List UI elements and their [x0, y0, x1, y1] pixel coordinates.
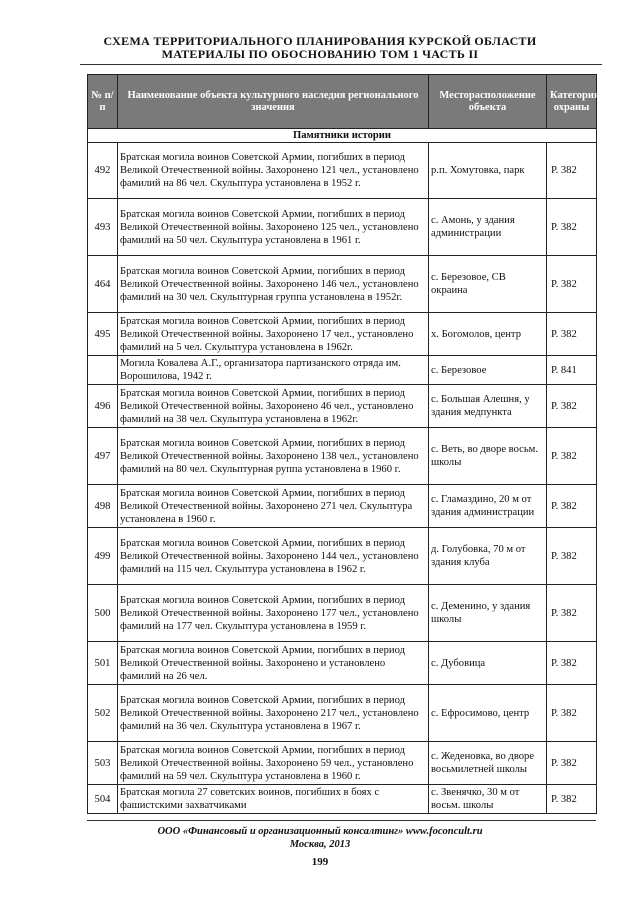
row-category: Р. 382	[547, 428, 597, 485]
row-category: Р. 382	[547, 642, 597, 685]
row-category: Р. 382	[547, 385, 597, 428]
table-row	[88, 528, 597, 585]
row-category: Р. 382	[547, 785, 597, 814]
row-number: 499	[88, 528, 118, 585]
row-name: Братская могила воинов Советской Армии, погибших в период Великой Отечественной войны. Захоронено 17 чел., установлено фамилий на 5 чел. Скульптура установлена в 1962г.	[118, 313, 429, 356]
title-line-1: СХЕМА ТЕРРИТОРИАЛЬНОГО ПЛАНИРОВАНИЯ КУРСКОЙ ОБЛАСТИ	[103, 34, 537, 48]
table-row	[88, 199, 597, 256]
row-number: 492	[88, 143, 118, 199]
row-location: д. Голубовка, 70 м от здания клуба	[429, 528, 547, 585]
column-header-name: Наименование объекта культурного наследия регионального значения	[118, 75, 429, 129]
row-name: Братская могила воинов Советской Армии, погибших в период Великой Отечественной войны. Захоронено 59 чел., установлено фамилий на 59 чел. Скульптура установлена в 1960 г.	[118, 742, 429, 785]
row-name: Братская могила воинов Советской Армии, погибших в период Великой Отечественной войны. Захоронено 121 чел., установлено фамилий на 86 чел. Скульптура установлена в 1952 г.	[118, 143, 429, 199]
row-category: Р. 382	[547, 585, 597, 642]
row-number: 498	[88, 485, 118, 528]
row-location: с. Веть, во дворе восьм. школы	[429, 428, 547, 485]
row-location: с. Дубовица	[429, 642, 547, 685]
row-category: Р. 382	[547, 199, 597, 256]
column-header-location: Месторасположение объекта	[429, 75, 547, 129]
row-number: 496	[88, 385, 118, 428]
row-number: 500	[88, 585, 118, 642]
row-category: Р. 382	[547, 256, 597, 313]
table-row	[88, 428, 597, 485]
row-number: 464	[88, 256, 118, 313]
row-number	[88, 356, 118, 385]
table-row	[88, 785, 597, 814]
table-row	[88, 685, 597, 742]
row-number: 504	[88, 785, 118, 814]
table-row	[88, 642, 597, 685]
document-title	[0, 35, 640, 61]
table-row	[88, 485, 597, 528]
row-name: Могила Ковалева А.Г., организатора партизанского отряда им. Ворошилова, 1942 г.	[118, 356, 429, 385]
row-name: Братская могила воинов Советской Армии, погибших в период Великой Отечественной войны. Захоронено 46 чел., установлено фамилий на 38 чел. Скульптура установлена в 1962г.	[118, 385, 429, 428]
row-number: 501	[88, 642, 118, 685]
footer-rule	[87, 820, 596, 821]
title-line-2: МАТЕРИАЛЫ ПО ОБОСНОВАНИЮ ТОМ 1 ЧАСТЬ II	[161, 47, 479, 61]
row-category: Р. 382	[547, 143, 597, 199]
page-number: 199	[311, 856, 329, 868]
table-row	[88, 313, 597, 356]
row-location: с. Березовое, СВ окраина	[429, 256, 547, 313]
table-row	[88, 585, 597, 642]
footer-company: ООО «Финансовый и организационный консалтинг» www.foconcult.ru	[157, 826, 483, 837]
row-number: 493	[88, 199, 118, 256]
row-location: с. Звенячко, 30 м от восьм. школы	[429, 785, 547, 814]
row-number: 495	[88, 313, 118, 356]
row-location: с. Большая Алешня, у здания медпункта	[429, 385, 547, 428]
row-category: Р. 382	[547, 313, 597, 356]
row-category: Р. 382	[547, 742, 597, 785]
row-category: Р. 841	[547, 356, 597, 385]
row-location: с. Гламаздино, 20 м от здания администрации	[429, 485, 547, 528]
column-header-category: Категория охраны	[547, 75, 597, 129]
table-row	[88, 385, 597, 428]
row-name: Братская могила воинов Советской Армии, погибших в период Великой Отечественной войны. Захоронено 217 чел., установлено фамилий на 36 чел. Скульптура установлена в 1967 г.	[118, 685, 429, 742]
table-header-row	[88, 75, 597, 129]
row-name: Братская могила воинов Советской Армии, погибших в период Великой Отечественной войны. Захоронено 125 чел., установлено фамилий на 50 чел. Скульптура установлена в 1961 г.	[118, 199, 429, 256]
row-category: Р. 382	[547, 685, 597, 742]
row-name: Братская могила воинов Советской Армии, погибших в период Великой Отечественной войны. Захоронено 146 чел., установлено фамилий на 30 чел. Скульптурная группа установлена в 1952г.	[118, 256, 429, 313]
section-title: Памятники истории	[88, 129, 597, 143]
table-row	[88, 143, 597, 199]
table-row	[88, 742, 597, 785]
table-row	[88, 356, 597, 385]
row-number: 503	[88, 742, 118, 785]
heritage-table	[87, 74, 600, 814]
row-category: Р. 382	[547, 528, 597, 585]
row-name: Братская могила воинов Советской Армии, погибших в период Великой Отечественной войны. Захоронено 177 чел., установлено фамилий на 177 чел. Скульптура установлена в 1959 г.	[118, 585, 429, 642]
column-header-num: № п/п	[88, 75, 118, 129]
section-row	[88, 129, 597, 143]
row-name: Братская могила воинов Советской Армии, погибших в период Великой Отечественной войны. Захоронено 144 чел., установлено фамилий на 115 чел. Скульптура установлена в 1962 г.	[118, 528, 429, 585]
row-location: х. Богомолов, центр	[429, 313, 547, 356]
row-location: с. Амонь, у здания администрации	[429, 199, 547, 256]
row-number: 497	[88, 428, 118, 485]
table-row	[88, 256, 597, 313]
header-rule	[80, 64, 602, 65]
row-name: Братская могила 27 советских воинов, погибших в боях с фашистскими захватчиками	[118, 785, 429, 814]
row-name: Братская могила воинов Советской Армии, погибших в период Великой Отечественной войны. Захоронено и установлено фамилий на 26 чел.	[118, 642, 429, 685]
row-location: с. Жеденовка, во дворе восьмилетней школы	[429, 742, 547, 785]
row-location: р.п. Хомутовка, парк	[429, 143, 547, 199]
row-name: Братская могила воинов Советской Армии, погибших в период Великой Отечественной войны. Захоронено 271 чел. Скульптура установлена в 1960 г.	[118, 485, 429, 528]
row-name: Братская могила воинов Советской Армии, погибших в период Великой Отечественной войны. Захоронено 138 чел., установлено фамилий на 80 чел. Скульптурная руппа установлена в 1960 г.	[118, 428, 429, 485]
row-category: Р. 382	[547, 485, 597, 528]
footer	[0, 825, 640, 851]
row-number: 502	[88, 685, 118, 742]
row-location: с. Березовое	[429, 356, 547, 385]
row-location: с. Ефросимово, центр	[429, 685, 547, 742]
footer-city-year: Москва, 2013	[289, 839, 351, 850]
row-location: с. Деменино, у здания школы	[429, 585, 547, 642]
